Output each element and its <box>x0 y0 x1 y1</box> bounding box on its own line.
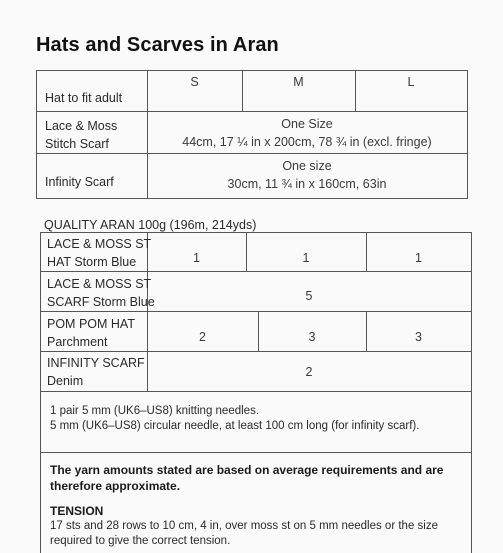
yarn-pompom-l: 3 <box>415 330 422 344</box>
yarn-row-infinity-label-line1: INFINITY SCARF <box>47 356 145 370</box>
yarn-row-infinity-label <box>47 354 145 390</box>
notice-text <box>50 462 443 494</box>
yarn-row-scarf-label <box>47 275 155 311</box>
yarn-row-pompom-label-line1: POM POM HAT <box>47 317 135 331</box>
yarn-row-hat-label-line1: LACE & MOSS ST <box>47 237 152 251</box>
size-s: S <box>190 75 199 89</box>
lace-scarf-size <box>147 115 467 151</box>
yarn-hat-l: 1 <box>415 251 422 265</box>
notice-line2: therefore approximate. <box>50 479 181 493</box>
yarn-row-pompom-label-line2: Parchment <box>47 335 108 349</box>
infinity-scarf-size <box>147 157 467 193</box>
size-l: L <box>407 75 415 89</box>
lace-scarf-size-line1: One Size <box>281 117 333 131</box>
quality-heading: QUALITY ARAN 100g (196m, 214yds) <box>44 218 257 232</box>
yarn-hat-m: 1 <box>302 251 310 265</box>
tension-line2: required to give the correct tension. <box>50 535 231 547</box>
yarn-row-scarf-label-line2: SCARF Storm Blue <box>47 295 155 309</box>
lace-scarf-label-line1: Lace & Moss <box>45 119 118 133</box>
yarn-pompom-m: 3 <box>308 330 316 344</box>
needles-line2: 5 mm (UK6–US8) circular needle, at least 100 cm long (for infinity scarf). <box>50 420 420 432</box>
notice-line1: The yarn amounts stated are based on average requirements and are <box>50 463 444 477</box>
yarn-row-pompom-label <box>47 315 135 351</box>
yarn-row-scarf-label-line1: LACE & MOSS ST <box>47 277 152 291</box>
infinity-scarf-size-line1: One size <box>282 159 332 173</box>
needles-note <box>50 404 419 434</box>
yarn-table <box>40 232 472 392</box>
page-title: Hats and Scarves in Aran <box>36 34 279 56</box>
needles-line1: 1 pair 5 mm (UK6–US8) knitting needles. <box>50 405 260 417</box>
tension-section <box>50 503 438 549</box>
yarn-hat-s: 1 <box>193 251 200 265</box>
lace-scarf-size-line2: 44cm, 17 ¼ in x 200cm, 78 ¾ in (excl. fringe) <box>182 135 432 149</box>
tension-line1: 17 sts and 28 rows to 10 cm, 4 in, over moss st on 5 mm needles or the size <box>50 520 438 532</box>
tension-heading: TENSION <box>50 504 104 518</box>
yarn-pompom-s: 2 <box>199 330 206 344</box>
yarn-row-infinity-label-line2: Denim <box>47 374 84 388</box>
hat-size-label: Hat to fit adult <box>45 91 123 105</box>
infinity-scarf-size-line2: 30cm, 11 ¾ in x 160cm, 63in <box>227 177 387 191</box>
lace-scarf-label <box>45 117 117 153</box>
yarn-row-hat-label <box>47 235 151 271</box>
yarn-infinity-value: 2 <box>305 365 313 379</box>
yarn-scarf-value: 5 <box>305 289 313 303</box>
yarn-row-hat-label-line2: HAT Storm Blue <box>47 255 137 269</box>
sizes-table <box>36 70 468 199</box>
lace-scarf-label-line2: Stitch Scarf <box>45 137 109 151</box>
size-m: M <box>293 75 304 89</box>
infinity-scarf-label: Infinity Scarf <box>45 175 114 189</box>
